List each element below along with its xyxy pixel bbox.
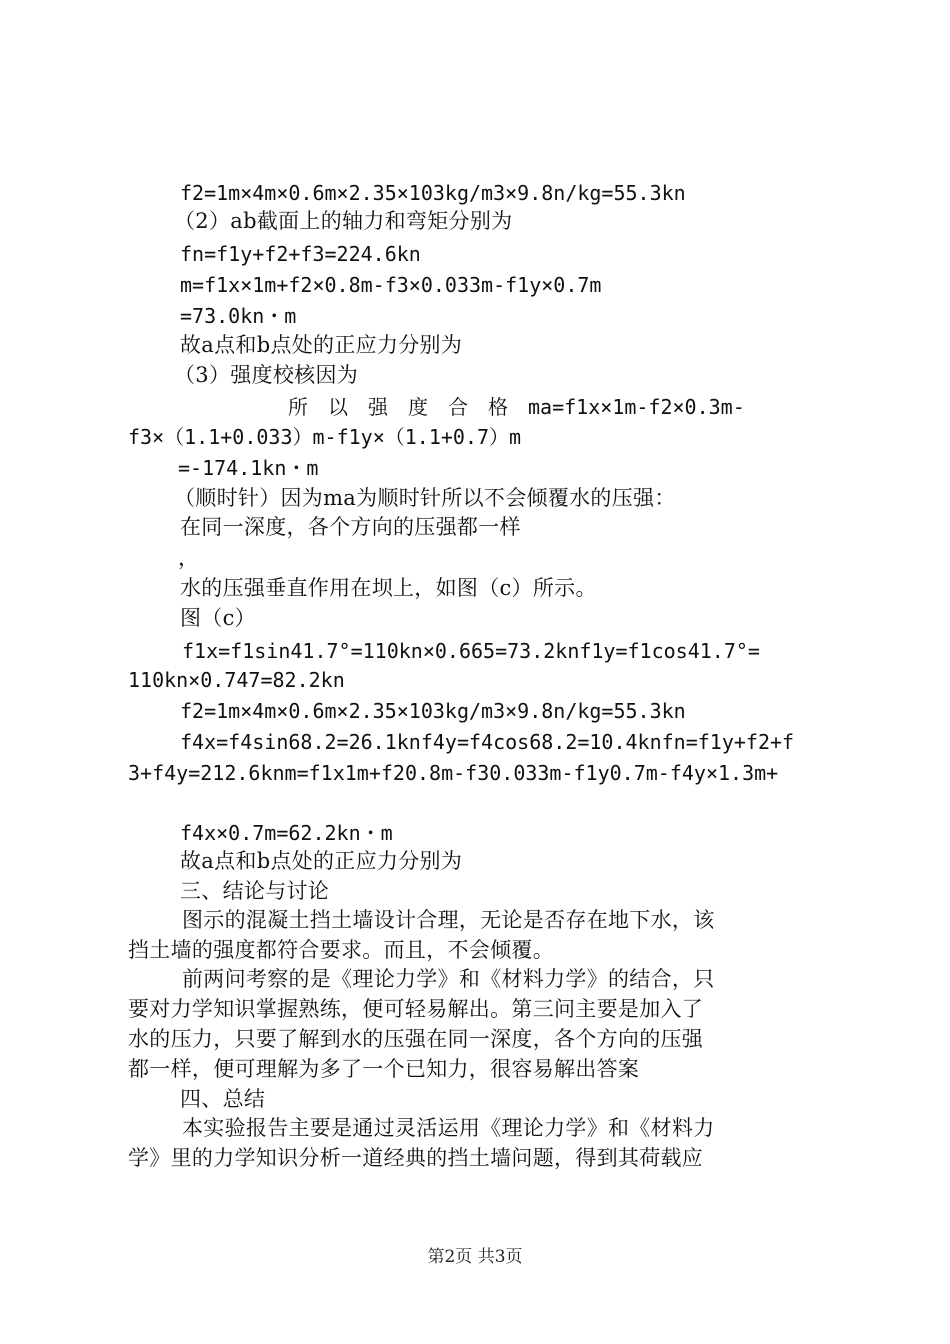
text-line: f4x=f4sin68.2=26.1knf4y=f4cos68.2=10.4knfn=f1y+f2+f — [180, 730, 795, 754]
text-line: =73.0kn・m — [180, 304, 297, 328]
text-line: f2=1m×4m×0.6m×2.35×103kg/m3×9.8n/kg=55.3kn — [180, 699, 686, 723]
text-line: fn=f1y+f2+f3=224.6kn — [180, 242, 421, 266]
text-line: 水的压力，只要了解到水的压强在同一深度，各个方向的压强 — [128, 1027, 704, 1051]
text-line: 水的压强垂直作用在坝上，如图（c）所示。 — [180, 576, 597, 600]
section-heading: 四、总结 — [180, 1087, 266, 1111]
text-line: 故a点和b点处的正应力分别为 — [180, 849, 463, 873]
text-line: 学》里的力学知识分析一道经典的挡土墙问题，得到其荷载应 — [128, 1146, 704, 1170]
text-line: 挡土墙的强度都符合要求。而且，不会倾覆。 — [128, 938, 554, 962]
text-line: （顺时针）因为ma为顺时针所以不会倾覆水的压强： — [174, 486, 676, 510]
text-line: 前两问考察的是《理论力学》和《材料力学》的结合，只 — [182, 967, 715, 991]
text-line: f1x=f1sin41.7°=110kn×0.665=73.2knf1y=f1cos41.7°= — [182, 639, 760, 663]
text-line: （2）ab截面上的轴力和弯矩分别为 — [174, 209, 513, 233]
text-line: f4x×0.7m=62.2kn・m — [180, 821, 393, 845]
text-line: 在同一深度，各个方向的压强都一样 — [180, 515, 521, 539]
text-line: ， — [178, 546, 200, 570]
text-line: 本实验报告主要是通过灵活运用《理论力学》和《材料力 — [182, 1116, 715, 1140]
section-heading: 三、结论与讨论 — [180, 879, 330, 903]
text-line: m=f1x×1m+f2×0.8m-f3×0.033m-f1y×0.7m — [180, 273, 602, 297]
text-line: 图（c） — [180, 606, 256, 630]
text-line: （3）强度校核因为 — [174, 363, 359, 387]
text-line: 都一样，便可理解为多了一个已知力，很容易解出答案 — [128, 1057, 640, 1081]
text-line: 图示的混凝土挡土墙设计合理，无论是否存在地下水，该 — [182, 908, 715, 932]
text-line: =-174.1kn・m — [178, 456, 319, 480]
text-line: f3×（1.1+0.033）m-f1y×（1.1+0.7）m — [128, 425, 522, 449]
text-line: 所 以 强 度 合 格 ma=f1x×1m-f2×0.3m- — [288, 395, 745, 419]
text-line: 110kn×0.747=82.2kn — [128, 668, 345, 692]
text-line: 要对力学知识掌握熟练，便可轻易解出。第三问主要是加入了 — [128, 997, 704, 1021]
page-footer: 第2页 共3页 — [427, 1247, 523, 1267]
text-line: 3+f4y=212.6knm=f1x1m+f20.8m-f30.033m-f1y0.7m-f4y×1.3m+ — [128, 761, 779, 785]
text-line: f2=1m×4m×0.6m×2.35×103kg/m3×9.8n/kg=55.3kn — [180, 181, 686, 205]
text-line: 故a点和b点处的正应力分别为 — [180, 333, 463, 357]
